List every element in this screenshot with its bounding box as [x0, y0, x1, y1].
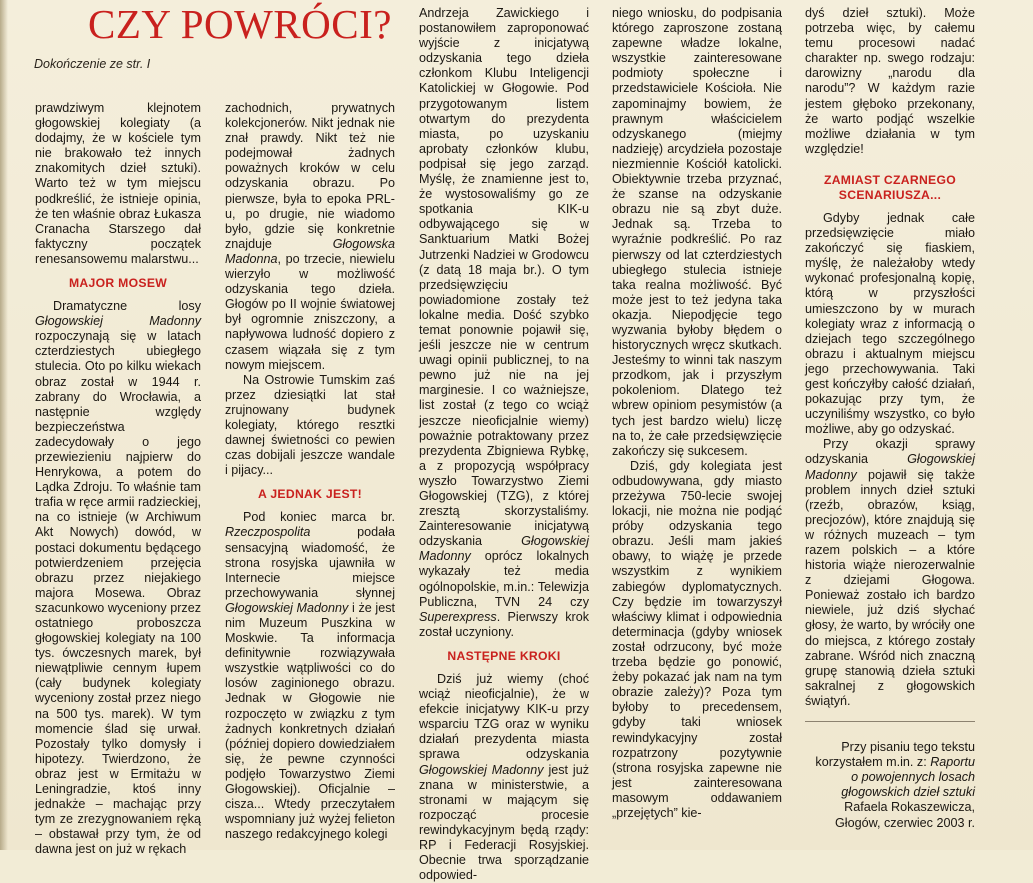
subheading-major-mosew: MAJOR MOSEW — [68, 276, 168, 291]
col4-paragraph-2: Dziś, gdy kolegiata jest odbudowywana, gdy miasto przeżywa 750-lecie swojej lokacji, nie można nie podjąć próby odzyskania tego obrazu. Jeśli mam jakieś obawy, to wiążę je przede wszystkim z wynikiem zabiegów dyplomatycznych. Czy będzie im towarzyszył właściwy klimat i odpowiednia determinacja (gdyby wniosek został odrzucony, być może trzeba będzie go ponowić, żeby pokazać jak nam na tym obrazie zależy)? Poza tym byłoby to precedensem, gdyby taki wniosek rewindykacyjny został rozpatrzony pozytywnie (strona rosyjska zapewne nie jest zainteresowana masowym oddawaniem „przejętych” kie- — [612, 458, 782, 820]
col5-paragraph-1: dyś dzieł sztuki). Może potrzeba więc, by całemu temu procesowi nadać charakter np. swego rodzaju: darowizny „narodu dla narodu”? W każdym razie jestem głęboko przekonany, że warto podjąć wszelkie możliwe działania w tym względzie! — [805, 6, 975, 156]
col5-paragraph-2: Gdyby jednak całe przedsięwzięcie miało zakończyć się fiaskiem, myślę, że należałoby wtedy wykonać profesjonalną kopię, którą w przyszłości umieszczono by w murach kolegiaty wraz z informacją o dziejach tego szczególnego obrazu i aktualnym miejscu jego przechowywania. Taki gest kończyłby całość działań, pokazując przy tym, że uczyniliśmy wszystko, co było możliwe, aby go odzyskać. — [805, 210, 975, 437]
column-1 — [35, 101, 201, 858]
col3-paragraph-1: Andrzeja Zawickiego i postanowiłem zaproponować wyjście z inicjatywą odzyskania tego dzieła członkom Klubu Inteligencji Katolickiej w Głogowie. Pod przygotowanym listem otwartym do prezydenta miasta, po uzyskaniu aprobaty członków klubu, podpisał się jego zarząd. Myślę, że znamienne jest to, że wystosowaliśmy go ze spotkania KIK-u odbywającego się w Sanktuarium Matki Bożej Jutrzenki Nadziei w Grodowcu (z datą 18 maja br.). O tym przedsięwzięciu powiadomione zostały też lokalne media. Dość szybko temat ponownie pojawił się, jeśli jeszcze nie w centrum uwagi opinii publicznej, to na pewno już nie na jej marginesie. I co ważniejsze, list został (z tego co wciąż jeszcze nieoficjalnie wiemy) poważnie potraktowany przez prezydenta Zbigniewa Rybkę, a z propozycją współpracy wyszło Towarzystwo Ziemi Głogowskiej (TZG), z której zresztą skorzystaliśmy. Zainteresowanie inicjatywą odzyskania Głogowskiej Madonny oprócz lokalnych wykazały też media ogólnopolskie, m.in.: Telewizja Publiczna, TVN 24 czy Superexpress. Pierwszy krok został uczyniony. — [419, 6, 589, 639]
subheading-zamiast-czarnego-scenariusza: ZAMIAST CZARNEGO SCENARIUSZA... — [823, 172, 957, 202]
col2-paragraph-2: Na Ostrowie Tumskim zaś przez dziesiątki lat stał zrujnowany budynek kolegiaty, którego resztki dawnej świetności co pewien czas dobijali jeszcze wandale i pijacy... — [225, 372, 395, 478]
article-title: CZY POWRÓCI? — [88, 1, 392, 47]
column-3 — [419, 6, 589, 883]
col2-paragraph-1: zachodnich, prywatnych kolekcjonerów. Nikt jednak nie znał prawdy. Nikt też nie podejmował żadnych poważnych kroków w celu odzyskania obrazu. Po pierwsze, była to epoka PRL-u, po drugie, nie wiadomo było, gdzie się konkretnie znajduje Głogowska Madonna, po trzecie, niewielu wierzyło w możliwość odzyskania tego dzieła. Głogów po II wojnie światowej był ogromnie zniszczony, a napływowa ludność dopiero z czasem wiązała się z tym nowym miejscem. — [225, 101, 395, 372]
col1-paragraph-1: prawdziwym klejnotem głogowskiej kolegiaty (a dodajmy, że w kościele tym nie brakowało też innych znakomitych dzieł sztuki). Warto też w tym miejscu podkreślić, że istnieje opinia, że ten właśnie obraz Łukasza Cranacha Starszego dał faktyczny początek renesansowemu malarstwu... — [35, 101, 201, 266]
source-note: Przy pisaniu tego tekstu korzystałem m.in. z: Raportu o powojennych losach głogowskich dzieł sztuki Rafaela Rokaszewicza, Głogów, czerwiec 2003 r. — [815, 740, 975, 830]
col1-paragraph-2: Dramatyczne losy Głogowskiej Madonny rozpoczynają się w latach czterdziestych ubiegłego stulecia. Oto po kilku wiekach obraz został w 1944 r. zabrany do Wrocławia, a następnie względy bezpieczeństwa zadecydowały o jego przewiezieniu najpierw do Henrykowa, a potem do Lądka Zdroju. To właśnie tam trafia w ręce armii radzieckiej, na co istnieje (w Archiwum Akt Nowych) dowód, w postaci dokumentu będącego potwierdzeniem przejęcia obrazu przez niejakiego majora Mosewa. Obraz szacunkowo wyceniony przez ostatniego proboszcza głogowskiej kolegiaty na 100 tys. ówczesnych marek, był niewątpliwie cennym łupem (cały budynek kolegiaty wyceniony został przez niego na 500 tys. marek). W tym momencie ślad się urwał. Pozostały tylko domysły i hipotezy. Twierdzono, że obraz jest w Ermitażu w Leningradzie, ktoś inny jednakże – machając przy tym ze zrezygnowaniem ręką – obstawał przy tym, że od dawna jest on już w rękach — [35, 299, 201, 857]
subheading-a-jednak-jest: A JEDNAK JEST! — [258, 487, 362, 502]
col3-paragraph-2: Dziś już wiemy (choć wciąż nieoficjalnie), że w efekcie inicjatywy KIK-u przy wsparciu TZG oraz w wyniku działań prezydenta miasta sprawa odzyskania Głogowskiej Madonny jest już znana w ministerstwie, a stronami w mającym się rozpocząć procesie rewindykacyjnym będą rządy: RP i Federacji Rosyjskiej. Obecnie trwa sporządzanie odpowied- — [419, 671, 590, 883]
column-4 — [612, 6, 782, 821]
col4-paragraph-1: niego wniosku, do podpisania którego zaproszone zostaną zapewne władze lokalne, wszystkie zainteresowane podmioty społeczne i przedstawiciele Kościoła. Nie zapominajmy bowiem, że prawnym właścicielem odzyskanego (miejmy nadzieję) arcydzieła pozostaje niezmiennie Kościół katolicki. Obiektywnie trzeba przyznać, że szanse na odzyskanie obrazu nie są zbyt duże. Jednak są. Trzeba to wyraźnie podkreślić. Po raz pierwszy od lat czterdziestych ubiegłego stulecia istnieje taka realna możliwość. Być może jest to też jedyna taka okazja. Niepodjęcie tego wyzwania byłoby błędem o historycznych wręcz skutkach. Jesteśmy to winni tak naszym przodkom, jak i przyszłym pokoleniom. Dlatego też wbrew opiniom pesymistów (a tych jest bardzo wielu) liczę na to, że całe przedsięwzięcie zakończy się sukcesem. — [612, 6, 782, 458]
column-5 — [805, 6, 975, 831]
col5-paragraph-3: Przy okazji sprawy odzyskania Głogowskiej Madonny pojawił się także problem innych dzieł sztuki (rzeźb, obrazów, ksiąg, precjozów), które znajdują się w różnych muzeach – tym razem polskich – a które historia wiąże nierozerwalnie z dziejami Głogowa. Ponieważ zostało ich bardzo niewiele, już dziś słychać głosy, że warto, by wróciły one do miejsca, z którego zostały zabrane. Wśród nich znaczną grupę stanowią dzieła sztuki sakralnej z głogowskich świątyń. — [805, 437, 975, 708]
col2-paragraph-3: Pod koniec marca br. Rzeczpospolita podała sensacyjną wiadomość, że strona rosyjska ujawniła w Internecie miejsce przechowywania słynnej Głogowskiej Madonny i że jest nim Muzeum Puszkina w Moskwie. Ta informacja definitywnie rozwiązywała wszystkie wątpliwości co do losów zaginionego obrazu. Jednak w Głogowie nie rozpoczęto w związku z tym żadnych konkretnych działań (później dopiero dowiedziałem się, że pewne czynności podjęło Towarzystwo Ziemi Głogowskiej). Oficjalnie – cisza... Wtedy przeczytałem wspomniany już wyżej felieton naszego redakcyjnego kolegi — [225, 510, 395, 842]
subheading-nastepne-kroki: NASTĘPNE KROKI — [447, 648, 561, 663]
continuation-note: Dokończenie ze str. I — [34, 57, 151, 71]
column-2 — [225, 101, 395, 842]
note-divider — [805, 721, 975, 722]
